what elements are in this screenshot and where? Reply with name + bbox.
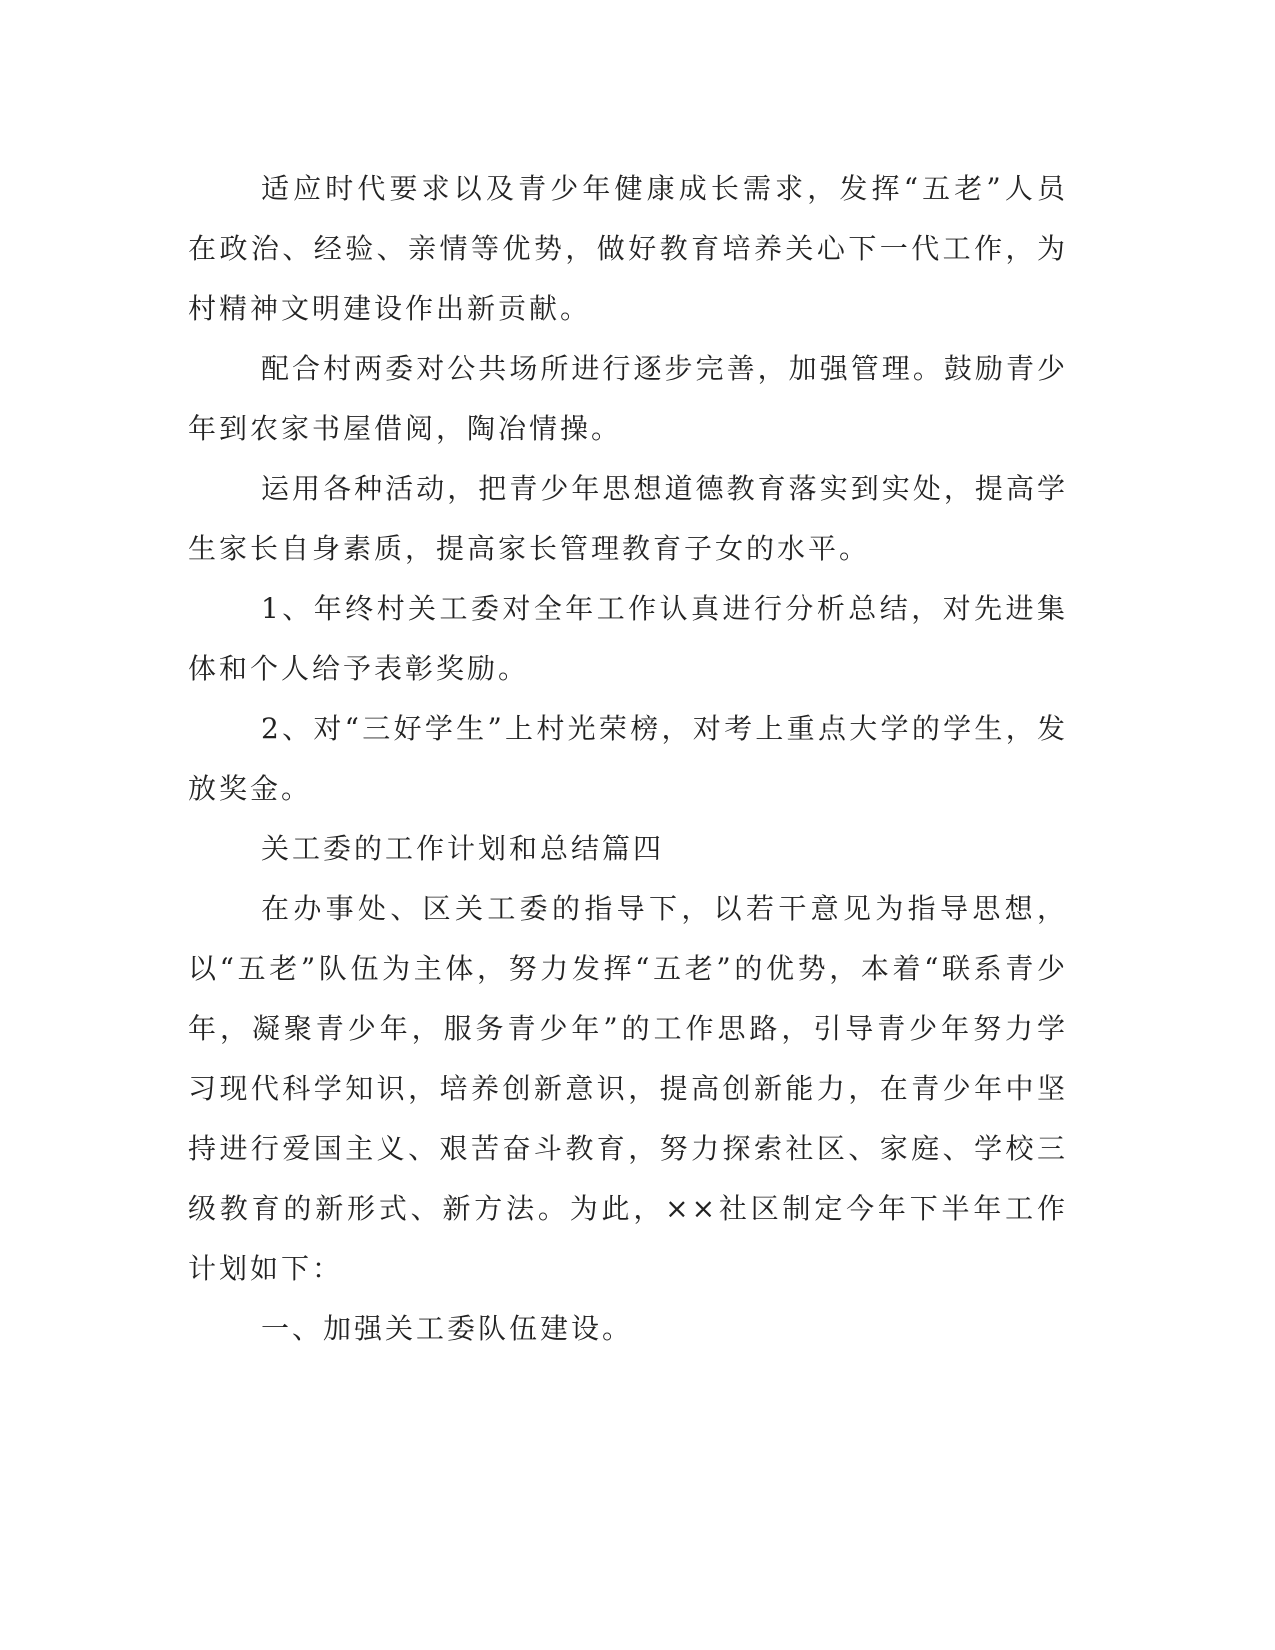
paragraph-activities: 运用各种活动，把青少年思想道德教育落实到实处，提高学生家长自身素质，提高家长管理教育子女的水平。 — [188, 472, 1068, 565]
document-body — [188, 159, 1068, 1359]
paragraph-public-places: 配合村两委对公共场所进行逐步完善，加强管理。鼓励青少年到农家书屋借阅，陶冶情操。 — [188, 352, 1068, 445]
paragraph-guidance: 在办事处、区关工委的指导下，以若干意见为指导思想，以“五老”队伍为主体，努力发挥“五老”的优势，本着“联系青少年，凝聚青少年，服务青少年”的工作思路，引导青少年努力学习现代科学知识，培养创新意识，提高创新能力，在青少年中坚持进行爱国主义、艰苦奋斗教育，努力探索社区、家庭、学校三级教育的新形式、新方法。为此，××社区制定今年下半年工作计划如下： — [188, 892, 1068, 1285]
paragraph-point-one: 一、加强关工委队伍建设。 — [261, 1312, 634, 1345]
paragraph-item-2: 2、对“三好学生”上村光荣榜，对考上重点大学的学生，发放奖金。 — [188, 712, 1068, 805]
section-heading: 关工委的工作计划和总结篇四 — [261, 832, 665, 865]
paragraph-intro: 适应时代要求以及青少年健康成长需求，发挥“五老”人员在政治、经验、亲情等优势，做好教育培养关心下一代工作，为村精神文明建设作出新贡献。 — [188, 172, 1068, 325]
paragraph-item-1: 1、年终村关工委对全年工作认真进行分析总结，对先进集体和个人给予表彰奖励。 — [188, 592, 1068, 685]
